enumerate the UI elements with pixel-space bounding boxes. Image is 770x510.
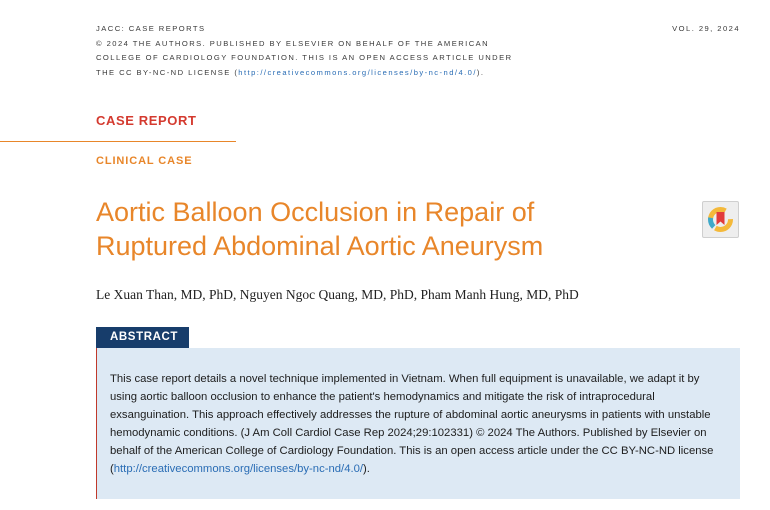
abstract-heading: ABSTRACT: [96, 327, 189, 348]
copyright-line-3-end: ).: [476, 67, 485, 77]
abstract-body: This case report details a novel technique implemented in Vietnam. When full equipment is unavailable, we adapt it by using aortic balloon occlusion to enhance the patient's hemodynamics and mitigate the risk of intraprocedural exsanguination. This approach effectively addresses the rupture of abdominal aortic aneurysms in patients with unstable hemodynamic conditions. (J Am Coll Cardiol Case Rep 2024;29:102331) © 2024 The Authors. Published by Elsevier on behalf of the American College of Cardiology Foundation. This is an open access article under the CC BY-NC-ND license (: [110, 373, 714, 475]
abstract-body-end: ).: [363, 463, 370, 475]
copyright-line-3: [96, 66, 513, 81]
copyright-line-1: © 2024 THE AUTHORS. PUBLISHED BY ELSEVIER ON BEHALF OF THE AMERICAN: [96, 38, 490, 48]
abstract-license-link[interactable]: http://creativecommons.org/licenses/by-nc-nd/4.0/: [113, 463, 364, 475]
volume-label: VOL. 29, 2024: [672, 24, 740, 33]
copyright-line-2: COLLEGE OF CARDIOLOGY FOUNDATION. THIS IS AN OPEN ACCESS ARTICLE UNDER: [96, 53, 513, 63]
article-title-line-2: Ruptured Abdominal Aortic Aneurysm: [96, 231, 544, 261]
journal-name: JACC: CASE REPORTS: [96, 24, 206, 33]
check-for-updates-icon: [703, 202, 738, 237]
article-title-line-1: Aortic Balloon Occlusion in Repair of: [96, 197, 535, 227]
license-link[interactable]: http://creativecommons.org/licenses/by-nc-nd/4.0/: [238, 67, 477, 77]
copyright-line-3-text: THE CC BY-NC-ND LICENSE (: [96, 67, 239, 77]
journal-header: [96, 22, 513, 80]
check-for-updates-badge[interactable]: [702, 201, 739, 238]
author-list: Le Xuan Than, MD, PhD, Nguyen Ngoc Quang, MD, PhD, Pham Manh Hung, MD, PhD: [96, 287, 579, 302]
article-title: [96, 195, 696, 263]
case-report-label: CASE REPORT: [96, 113, 197, 128]
abstract-text: [110, 370, 722, 478]
clinical-case-label: CLINICAL CASE: [96, 155, 193, 167]
section-divider: [0, 141, 236, 142]
